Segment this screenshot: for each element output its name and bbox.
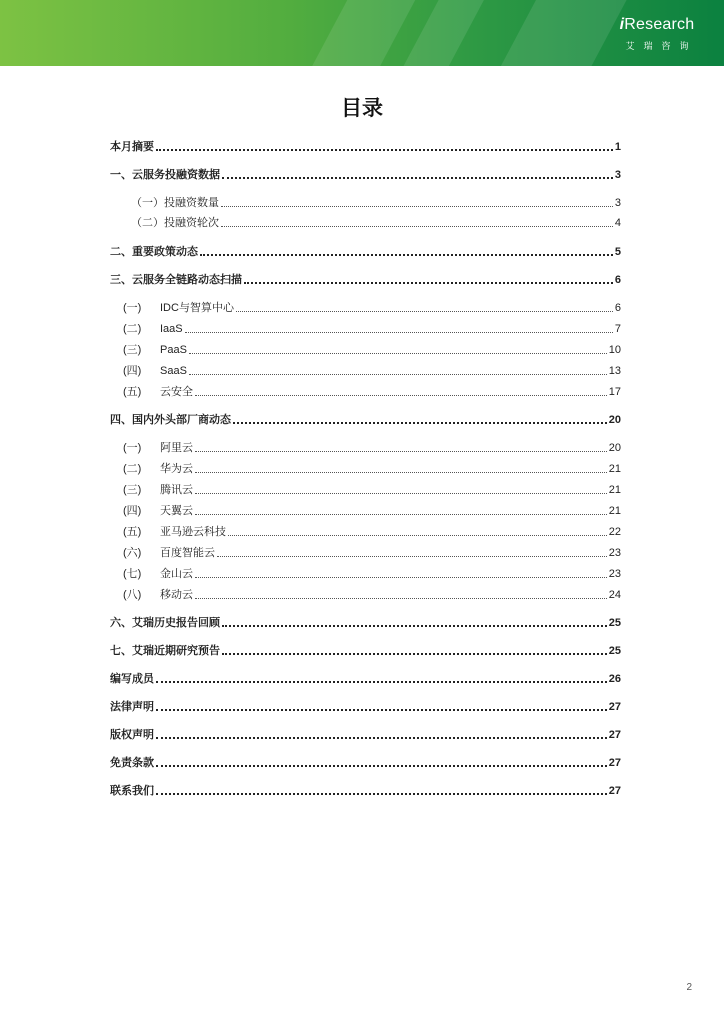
toc-leader-dots [222,652,607,655]
toc-leader-dots [233,421,607,424]
toc-entry-page: 7 [614,323,621,335]
toc-entry[interactable] [123,482,621,498]
toc-leader-dots [156,792,607,795]
toc-entry-label: 免责条款 [110,757,154,769]
toc-entry-label: IaaS [160,323,183,335]
toc-entry[interactable] [110,615,621,631]
toc-leader-dots [221,205,613,207]
header-banner [0,0,724,66]
toc-entry[interactable] [123,587,621,603]
toc-entry-page: 27 [608,785,621,797]
toc-leader-dots [236,310,613,312]
toc-entry-page: 21 [608,463,621,475]
toc-entry-label: 四、国内外头部厂商动态 [110,414,231,426]
page-number: 2 [686,982,692,993]
toc-entry-number: (五) [123,386,142,398]
logo-text: Research [624,16,695,33]
toc-entry[interactable] [110,755,621,771]
toc-leader-dots [217,555,607,557]
toc-entry-label: 华为云 [160,463,193,475]
toc-entry[interactable] [123,566,621,582]
toc-leader-dots [195,597,607,599]
toc-leader-dots [200,253,613,256]
toc-leader-dots [185,331,613,333]
toc-entry-number: (三) [123,344,142,356]
toc-entry-label: 法律声明 [110,701,154,713]
toc-entry-page: 22 [608,526,621,538]
toc-entry-label: 移动云 [160,589,193,601]
toc-entry-page: 21 [608,505,621,517]
toc-leader-dots [195,471,607,473]
toc-entry-label: 亚马逊云科技 [160,526,226,538]
toc-entry-page: 21 [608,484,621,496]
toc-entry-number: (八) [123,589,142,601]
toc-entry-page: 13 [608,365,621,377]
toc-entry-page: 10 [608,344,621,356]
toc-entry-page: 25 [608,617,621,629]
toc-entry-label: 六、艾瑞历史报告回顾 [110,617,220,629]
toc-entry-label: （一）投融资数量 [131,197,219,209]
toc-entry-label: 天翼云 [160,505,193,517]
toc-entry-label: 版权声明 [110,729,154,741]
toc-entry-label: 七、艾瑞近期研究预告 [110,645,220,657]
toc-leader-dots [156,680,607,683]
toc-entry-page: 24 [608,589,621,601]
toc-leader-dots [195,450,607,452]
toc-entry[interactable] [110,412,621,428]
toc-leader-dots [195,492,607,494]
toc-leader-dots [189,373,607,375]
toc-leader-dots [222,624,607,627]
toc-leader-dots [156,708,607,711]
toc-entry[interactable] [110,139,621,155]
toc-entry-label: IDC与智算中心 [160,302,234,314]
toc-entry-page: 27 [608,701,621,713]
toc-entry-number: (二) [123,463,142,475]
toc-entry[interactable] [123,321,621,337]
toc-entry[interactable] [123,440,621,456]
toc-entry-page: 20 [608,414,621,426]
toc-entry-label: 百度智能云 [160,547,215,559]
toc-entry-label: 云安全 [160,386,193,398]
toc-leader-dots [244,281,613,284]
toc-entry-label: （二）投融资轮次 [131,217,219,229]
toc-leader-dots [195,576,607,578]
toc-entry-page: 3 [614,197,621,209]
toc-entry-page: 23 [608,568,621,580]
banner-decoration [296,0,424,66]
toc-leader-dots [228,534,607,536]
toc-entry-page: 1 [614,141,621,153]
toc-entry[interactable] [110,699,621,715]
toc-entry[interactable] [123,300,621,316]
toc-leader-dots [156,736,607,739]
toc-entry-label: 编写成员 [110,673,154,685]
toc-entry[interactable] [131,195,621,211]
toc-entry-page: 4 [614,217,621,229]
toc-entry[interactable] [123,342,621,358]
toc-entry-number: (一) [123,442,142,454]
banner-decoration [487,0,633,66]
logo-subtitle: 艾瑞咨询 [625,41,698,51]
toc-entry-number: (三) [123,484,142,496]
toc-leader-dots [221,225,613,227]
toc-entry-number: (七) [123,568,142,580]
toc-entry[interactable] [123,384,621,400]
toc-entry-label: PaaS [160,344,187,356]
toc-entry[interactable] [131,215,621,231]
toc-entry-label: 本月摘要 [110,141,154,153]
toc-entry-number: (四) [123,505,142,517]
page-title: 目录 [341,97,383,120]
toc-entry[interactable] [123,545,621,561]
toc-entry-number: (六) [123,547,142,559]
toc-entry[interactable] [110,671,621,687]
iresearch-logo [612,16,702,52]
toc-entry[interactable] [110,244,621,260]
toc-leader-dots [156,764,607,767]
toc-entry-page: 17 [608,386,621,398]
toc-entry-number: (四) [123,365,142,377]
toc-entry-page: 23 [608,547,621,559]
toc-leader-dots [195,513,607,515]
toc-entry-page: 5 [614,246,621,258]
toc-entry-label: 一、云服务投融资数据 [110,169,220,181]
toc-leader-dots [222,176,613,179]
toc-entry-page: 20 [608,442,621,454]
toc-entry[interactable] [110,643,621,659]
toc-entry[interactable] [123,503,621,519]
toc-entry-page: 3 [614,169,621,181]
toc-entry-label: SaaS [160,365,187,377]
toc-leader-dots [189,352,607,354]
toc-entry-label: 阿里云 [160,442,193,454]
toc-entry-label: 三、云服务全链路动态扫描 [110,274,242,286]
toc-entry[interactable] [110,727,621,743]
toc-entry-page: 25 [608,645,621,657]
toc-entry-label: 腾讯云 [160,484,193,496]
toc-entry-page: 26 [608,673,621,685]
toc-entry[interactable] [110,167,621,183]
toc-entry[interactable] [123,461,621,477]
toc-entry-page: 27 [608,757,621,769]
toc-leader-dots [156,148,613,151]
toc-entry[interactable] [110,272,621,288]
toc-entry-label: 金山云 [160,568,193,580]
toc-entry[interactable] [110,783,621,799]
toc-entry-number: (二) [123,323,142,335]
toc-entry-label: 联系我们 [110,785,154,797]
toc-entry[interactable] [123,524,621,540]
toc-entry-page: 6 [614,274,621,286]
toc-entry-number: (一) [123,302,142,314]
toc-leader-dots [195,394,607,396]
toc-entry-label: 二、重要政策动态 [110,246,198,258]
toc-entry-page: 27 [608,729,621,741]
toc-entry[interactable] [123,363,621,379]
toc-entry-number: (五) [123,526,142,538]
logo-i: i [619,16,625,33]
toc-entry-page: 6 [614,302,621,314]
